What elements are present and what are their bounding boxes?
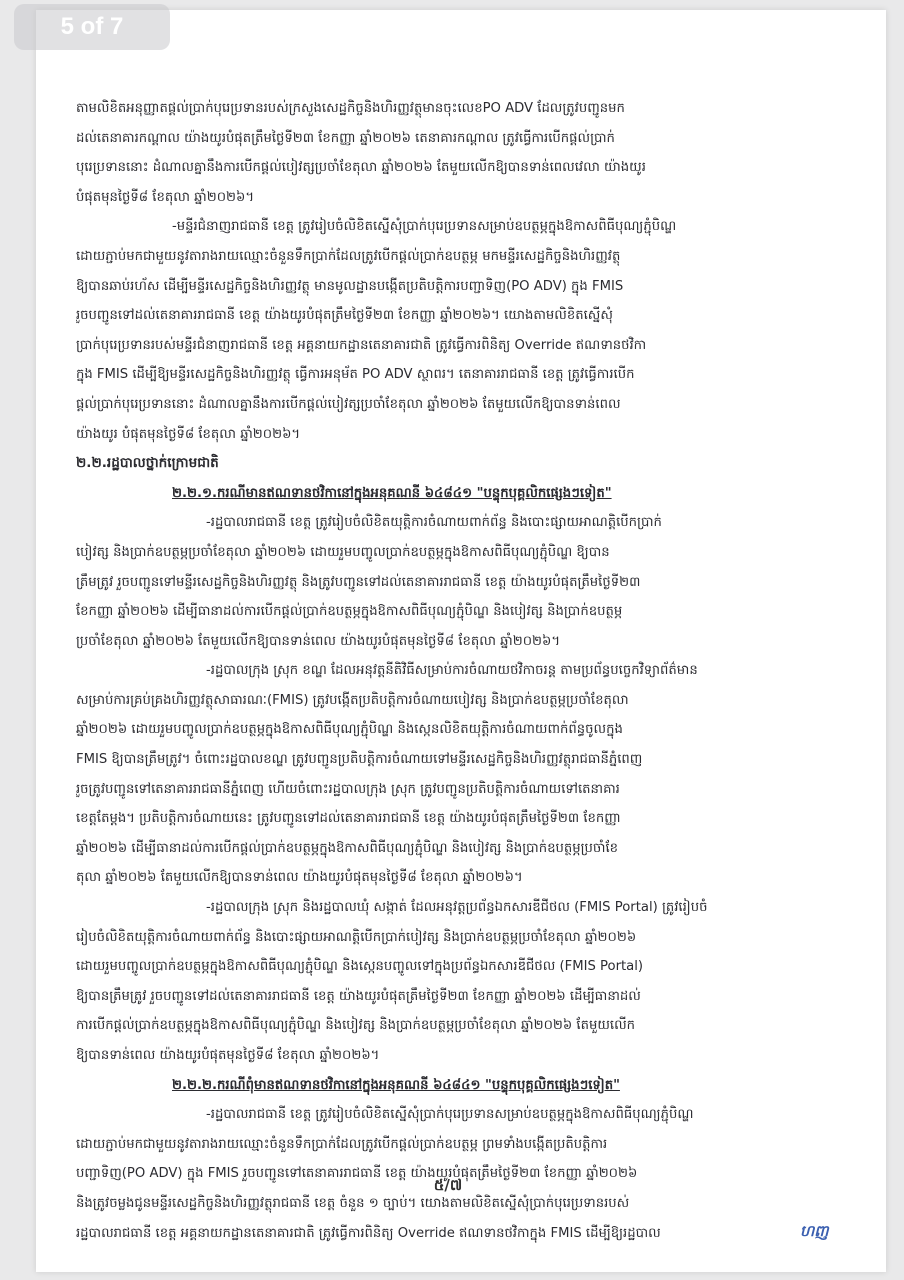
text-line: ដោយភ្ជាប់មកជាមួយនូវតារាងរាយឈ្មោះចំនួនទឹកប្រាក់ដែលត្រូវបើកផ្តល់ប្រាក់ឧបត្ថម្ភ មកមន្ទីរសេដ្ឋកិច្ចនិងហិរញ្ញវត្ថុ [76, 248, 621, 264]
text-line: -រដ្ឋបាលរាជធានី ខេត្ត ត្រូវរៀបចំលិខិតយុត្តិការចំណាយពាក់ព័ន្ធ និងបោះផ្សាយអាណត្តិបើកប្រាក់ [206, 515, 662, 531]
text-line: ដល់តេនាគារកណ្តាល យ៉ាងយូរបំផុតត្រឹមថ្ងៃទី២៣ ខែកញ្ញា ឆ្នាំ២០២៦ តេនាគារកណ្តាល ត្រូវធ្វើការបើកផ្តល់ប្រាក់ [76, 130, 615, 146]
text-line: ប្រាក់បុរេប្រទានរបស់មន្ទីរជំនាញរាជធានី ខេត្ត អគ្គនាយកដ្ឋានតេនាគារជាតិ ត្រូវធ្វើការពិនិត្យ Override ឥណទានថវិកា [76, 337, 647, 353]
text-line: បៀវត្ស និងប្រាក់ឧបត្ថម្ភប្រចាំខែតុលា ឆ្នាំ២០២៦ ដោយរួមបញ្ចូលប្រាក់ឧបត្ថម្ភក្នុងឱកាសពិធីបុណ្យភ្ជុំបិណ្ឌ ឱ្យបាន [76, 544, 610, 560]
text-line: ការបើកផ្តល់ប្រាក់ឧបត្ថម្ភក្នុងឱកាសពិធីបុណ្យភ្ជុំបិណ្ឌ និងបៀវត្ស និងប្រាក់ឧបត្ថម្ភប្រចាំខែតុលា ឆ្នាំ២០២៦ តែមួយលើក [76, 1018, 636, 1034]
text-line: FMIS ឱ្យបានត្រឹមត្រូវ។ ចំពោះរដ្ឋបាលខណ្ឌ ត្រូវបញ្ជូនប្រតិបត្តិការចំណាយទៅមន្ទីរសេដ្ឋកិច្ចនិងហិរញ្ញវត្ថុរាជធានីភ្នំពេញ [76, 752, 643, 768]
text-line: រៀបចំលិខិតយុត្តិការចំណាយពាក់ព័ន្ធ និងបោះផ្សាយអាណត្តិបើកប្រាក់បៀវត្ស និងប្រាក់ឧបត្ថម្ភប្រចាំខែតុលា ឆ្នាំ២០២៦ [76, 929, 637, 945]
subsection-heading: ២.២.២.ករណីពុំមានឥណទានថវិកានៅក្នុងអនុគណនី ៦៤៨៤១ "បន្ទុកបុគ្គលិកផ្សេងៗទៀត" [172, 1077, 620, 1093]
text-line: និងត្រូវចម្លងជូនមន្ទីរសេដ្ឋកិច្ចនិងហិរញ្ញវត្ថុរាជធានី ខេត្ត ចំនួន ១ ច្បាប់។ យោងតាមលិខិតស្នើសុំប្រាក់បុរេប្រទានរបស់ [76, 1195, 630, 1211]
handwritten-initials: ហ​ញ [800, 1222, 829, 1240]
text-line: -រដ្ឋបាលក្រុង ស្រុក ខណ្ឌ ដែលអនុវត្តនីតិវិធីសម្រាប់ការចំណាយថវិកាចរន្ត តាមប្រព័ន្ធបច្ចេកវិទ្យាព័ត៌មាន [206, 663, 698, 679]
text-line: ផ្តល់ប្រាក់បុរេប្រទាននោះ ដំណាលគ្នានឹងការបើកផ្តល់បៀវត្សប្រចាំខែតុលា ឆ្នាំ២០២៦ តែមួយលើកឱ្យបានទាន់ពេល [76, 396, 621, 412]
text-line: ដោយរួមបញ្ចូលប្រាក់ឧបត្ថម្ភក្នុងឱកាសពិធីបុណ្យភ្ជុំបិណ្ឌ និងស្កេនបញ្ចូលទៅក្នុងប្រព័ន្ធឯកសារឌីជីថល (FMIS Portal) [76, 959, 644, 975]
text-line: រួចបញ្ជូនទៅដល់តេនាគាររាជធានី ខេត្ត យ៉ាងយូរបំផុតត្រឹមថ្ងៃទី២៣ ខែកញ្ញា ឆ្នាំ២០២៦។ យោងតាមលិខិតស្នើសុំ [76, 308, 613, 324]
text-line: ដោយភ្ជាប់មកជាមួយនូវតារាងរាយឈ្មោះចំនួនទឹកប្រាក់ដែលត្រូវបើកផ្តល់ប្រាក់ឧបត្ថម្ភ ព្រមទាំងបង្កើតប្រតិបត្តិការ [76, 1136, 608, 1152]
text-line: រដ្ឋបាលរាជធានី ខេត្ត អគ្គនាយកដ្ឋានតេនាគារជាតិ ត្រូវធ្វើការពិនិត្យ Override ឥណទានថវិកាក្នុង FMIS ដើម្បីឱ្យរដ្ឋបាល [76, 1225, 661, 1241]
page-counter-badge: 5 of 7 [14, 4, 170, 50]
text-line: ឱ្យបានទាន់ពេល យ៉ាងយូរបំផុតមុនថ្ងៃទី៨ ខែតុលា ឆ្នាំ២០២៦។ [76, 1048, 380, 1063]
section-heading: ២.២.រដ្ឋបាលថ្នាក់ក្រោមជាតិ [76, 455, 219, 472]
text-line: -មន្ទីរជំនាញរាជធានី ខេត្ត ត្រូវរៀបចំលិខិតស្នើសុំប្រាក់បុរេប្រទានសម្រាប់ឧបត្ថម្ភក្នុងឱកាសពិធីបុណ្យភ្ជុំបិណ្ឌ [172, 219, 677, 235]
text-line: ខែកញ្ញា ឆ្នាំ២០២៦ ដើម្បីធានាដល់ការបើកផ្តល់ប្រាក់ឧបត្ថម្ភក្នុងឱកាសពិធីបុណ្យភ្ជុំបិណ្ឌ និងបៀវត្ស និងប្រាក់ឧបត្ថម្ភ [76, 604, 623, 620]
text-line: យ៉ាងយូរ បំផុតមុនថ្ងៃទី៨ ខែតុលា ឆ្នាំ២០២៦។ [76, 426, 301, 442]
text-line: បញ្ជាទិញ(PO ADV) ក្នុង FMIS រួចបញ្ជូនទៅតេនាគាររាជធានី ខេត្ត យ៉ាងយូរបំផុតត្រឹមថ្ងៃទី២៣ ខែកញ្ញា ឆ្នាំ២០២៦ [76, 1166, 638, 1182]
text-line: -រដ្ឋបាលក្រុង ស្រុក និងរដ្ឋបាលឃុំ សង្កាត់ ដែលអនុវត្តប្រព័ន្ធឯកសារឌីជីថល (FMIS Portal) ត្រូវរៀបចំ [206, 900, 708, 916]
text-line: ក្នុង FMIS ដើម្បីឱ្យមន្ទីរសេដ្ឋកិច្ចនិងហិរញ្ញវត្ថុ ធ្វើការអនុម័ត PO ADV ស្ថាពរ។ តេនាគាររាជធានី ខេត្ត ត្រូវធ្វើការបើក [76, 367, 635, 383]
document-body [76, 94, 832, 1248]
text-line: ឱ្យបានត្រឹមត្រូវ រួចបញ្ជូនទៅដល់តេនាគាររាជធានី ខេត្ត យ៉ាងយូរបំផុតត្រឹមថ្ងៃទី២៣ ខែកញ្ញា ឆ្នាំ២០២៦ ដើម្បីធានាដល់ [76, 988, 641, 1004]
page-number: ៥/៧ [433, 1176, 463, 1194]
text-line: ខេត្តតែម្តង។ ប្រតិបត្តិការចំណាយនេះ ត្រូវបញ្ជូនទៅដល់តេនាគាររាជធានី ខេត្ត យ៉ាងយូរបំផុតត្រឹមថ្ងៃទី២៣ ខែកញ្ញា [76, 811, 621, 827]
text-line: ត្រឹមត្រូវ រួចបញ្ជូនទៅមន្ទីរសេដ្ឋកិច្ចនិងហិរញ្ញវត្ថុ និងត្រូវបញ្ជូនទៅដល់តេនាគាររាជធានី ខេត្ត យ៉ាងយូរបំផុតត្រឹមថ្ងៃទី២៣ [76, 574, 641, 590]
text-line: តុលា ឆ្នាំ២០២៦ តែមួយលើកឱ្យបានទាន់ពេល យ៉ាងយូរបំផុតមុនថ្ងៃទី៨ ខែតុលា ឆ្នាំ២០២៦។ [76, 870, 523, 886]
subsection-heading: ២.២.១.ករណីមានឥណទានថវិកានៅក្នុងអនុគណនី ៦៤៨៤១ "បន្ទុកបុគ្គលិកផ្សេងៗទៀត" [172, 485, 612, 501]
text-line: ឱ្យបានឆាប់រហ័ស ដើម្បីមន្ទីរសេដ្ឋកិច្ចនិងហិរញ្ញវត្ថុ មានមូលដ្ឋានបង្កើតប្រតិបត្តិការបញ្ជាទិញ(PO ADV) ក្នុង FMIS [76, 278, 624, 294]
text-line: ឆ្នាំ២០២៦ ដើម្បីធានាដល់ការបើកផ្តល់ប្រាក់ឧបត្ថម្ភក្នុងឱកាសពិធីបុណ្យភ្ជុំបិណ្ឌ និងបៀវត្ស និងប្រាក់ឧបត្ថម្ភប្រចាំខែ [76, 840, 619, 856]
text-line: បំផុតមុនថ្ងៃទី៨ ខែតុលា ឆ្នាំ២០២៦។ [76, 189, 255, 205]
text-line: រួចត្រូវបញ្ជូនទៅតេនាគាររាជធានីភ្នំពេញ ហើយចំពោះរដ្ឋបាលក្រុង ស្រុក ត្រូវបញ្ជូនប្រតិបត្តិការចំណាយទៅតេនាគារ [76, 781, 620, 797]
text-line: តាមលិខិតអនុញ្ញាតផ្តល់ប្រាក់បុរេប្រទានរបស់ក្រសួងសេដ្ឋកិច្ចនិងហិរញ្ញវត្ថុមានចុះលេខPO ADV ដែលត្រូវបញ្ជូនមក [76, 101, 625, 116]
text-line: ឆ្នាំ២០២៦ ដោយរួមបញ្ចូលប្រាក់ឧបត្ថម្ភក្នុងឱកាសពិធីបុណ្យភ្ជុំបិណ្ឌ និងស្កេនលិខិតយុត្តិការចំណាយពាក់ព័ន្ធចូលក្នុង [76, 722, 623, 738]
text-line: សម្រាប់ការគ្រប់គ្រងហិរញ្ញវត្ថុសាធារណៈ(FMIS) ត្រូវបង្កើតប្រតិបត្តិការចំណាយបៀវត្ស និងប្រាក់ឧបត្ថម្ភប្រចាំខែតុលា [76, 692, 629, 708]
text-line: បុរេប្រទាននោះ ដំណាលគ្នានឹងការបើកផ្តល់បៀវត្សប្រចាំខែតុលា ឆ្នាំ២០២៦ តែមួយលើកឱ្យបានទាន់ពេលវេលា យ៉ាងយូរ [76, 160, 646, 176]
text-line: -រដ្ឋបាលរាជធានី ខេត្ត ត្រូវរៀបចំលិខិតស្នើសុំប្រាក់បុរេប្រទានសម្រាប់ឧបត្ថម្ភក្នុងឱកាសពិធីបុណ្យភ្ជុំបិណ្ឌ [206, 1107, 694, 1123]
text-line: ប្រចាំខែតុលា ឆ្នាំ២០២៦ តែមួយលើកឱ្យបានទាន់ពេល យ៉ាងយូរបំផុតមុនថ្ងៃទី៨ ខែតុលា ឆ្នាំ២០២៦។ [76, 633, 561, 649]
